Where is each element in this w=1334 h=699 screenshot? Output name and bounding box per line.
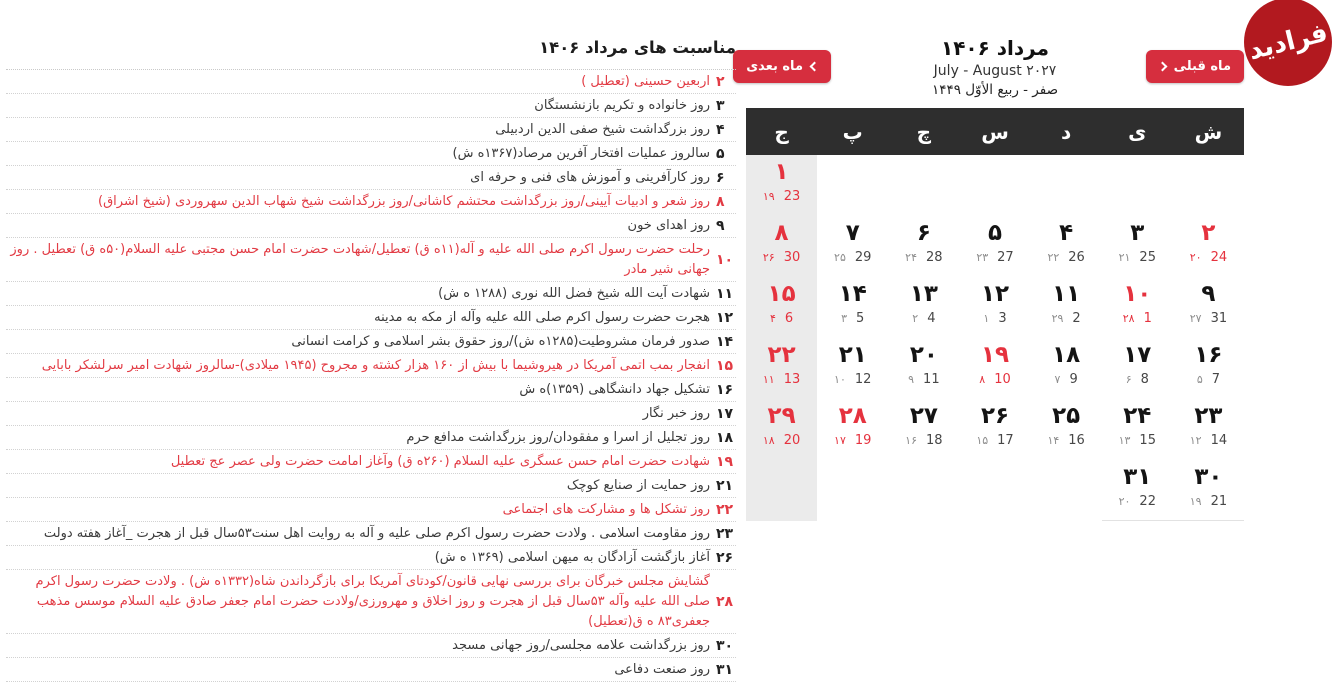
gregorian-day-number: 27: [997, 250, 1014, 265]
occasion-row: [6, 402, 736, 426]
occasion-text: روز تجلیل از اسرا و مفقودان/روز بزرگداشت مدافع حرم: [406, 429, 710, 445]
occasion-day-number: ۱۷: [716, 405, 734, 422]
occasion-row: [6, 658, 736, 682]
occasion-text: گشایش مجلس خبرگان برای بررسی نهایی قانون/کودتای آمریکا برای بازگرداندن شاه(۱۳۳۲ه ش) . ولادت حضرت رسول اکرم صلی الله علیه وآله ۵۳سال قبل از هجرت و روز اخلاق و مهرورزی/ولادت حضرت امام جعفر صادق علیه السلام موسس مذهب جعفری۸۳ ه ق(تعطیل): [35, 573, 710, 629]
day-subnumbers: [1173, 250, 1244, 265]
occasions-list: [6, 70, 736, 682]
jalali-day-number: ۲: [1201, 220, 1216, 246]
gregorian-day-number: 20: [783, 433, 801, 448]
occasion-day-number: ۸: [716, 193, 725, 210]
day-subnumbers: [817, 250, 888, 265]
calendar-day-cell: [888, 277, 959, 338]
occasion-text: روز بزرگداشت شیخ صفی الدین اردبیلی: [495, 121, 710, 137]
hijri-day-number: ۲۵: [834, 251, 846, 264]
day-subnumbers: [1102, 250, 1173, 265]
occasion-text: روز خبر نگار: [642, 405, 710, 421]
jalali-day-number: ۲۶: [980, 403, 1010, 429]
hijri-day-number: ۲۲: [1047, 251, 1060, 264]
day-subnumbers: [959, 250, 1030, 265]
hijri-day-number: ۱۰: [834, 373, 846, 386]
weekday-header-cell: س: [981, 119, 1009, 144]
hijri-day-number: ۱۸: [762, 434, 775, 447]
gregorian-subtitle: July - August ۲۰۲۷: [933, 63, 1057, 79]
day-subnumbers: [817, 372, 888, 387]
occasion-text: روز بزرگداشت علامه مجلسی/روز جهانی مسجد: [452, 637, 710, 653]
occasion-day-number: ۲۶: [716, 549, 734, 566]
weekday-header-cell: د: [1061, 119, 1072, 144]
calendar-day-cell: [1173, 399, 1244, 460]
hijri-day-number: ۱۳: [1118, 434, 1131, 447]
day-subnumbers: [817, 433, 888, 448]
weekday-header-cell: چ: [916, 119, 932, 144]
occasion-text: شهادت آیت الله شیخ فضل الله نوری (۱۲۸۸ ه ش): [438, 285, 710, 301]
hijri-day-number: ۱۹: [1189, 495, 1202, 508]
jalali-day-number: ۹: [1201, 281, 1216, 307]
jalali-day-number: ۶: [916, 220, 931, 246]
gregorian-day-number: 13: [783, 372, 801, 387]
hijri-day-number: ۱۶: [905, 434, 917, 447]
occasion-row: [6, 142, 736, 166]
jalali-day-number: ۱۲: [980, 281, 1010, 307]
jalali-day-number: ۷: [845, 220, 860, 246]
day-subnumbers: [1173, 433, 1244, 448]
occasion-day-number: ۴: [716, 121, 725, 138]
day-subnumbers: [1031, 311, 1102, 326]
occasion-day-number: ۹: [716, 217, 725, 234]
day-subnumbers: [746, 372, 817, 387]
calendar-day-cell: [959, 338, 1030, 399]
gregorian-day-number: 28: [926, 250, 943, 265]
gregorian-day-number: 3: [998, 311, 1007, 326]
gregorian-day-number: 6: [784, 311, 794, 326]
occasion-row: [6, 546, 736, 570]
occasion-row: [6, 166, 736, 190]
occasion-text: تشکیل جهاد دانشگاهی (۱۳۵۹)ه ش: [519, 381, 710, 397]
gregorian-day-number: 12: [854, 372, 872, 387]
occasion-day-number: ۳: [716, 97, 725, 114]
occasion-text: روز شعر و ادبیات آیینی/روز بزرگداشت محتشم کاشانی/روز بزرگداشت شیخ شهاب الدین سهروردی (شیخ اشراق): [98, 193, 710, 209]
occasion-text: هجرت حضرت رسول اکرم صلی الله علیه وآله از مکه به مدینه: [374, 309, 710, 325]
gregorian-day-number: 7: [1211, 372, 1221, 387]
occasion-text: آغاز بازگشت آزادگان به میهن اسلامی (۱۳۶۹ ه ش): [434, 549, 710, 565]
calendar-day-cell: [817, 155, 888, 216]
calendar-day-cell: [1031, 216, 1102, 277]
calendar-day-cell: [817, 460, 888, 521]
occasion-text: روز خانواده و تکریم بازنشستگان: [534, 97, 710, 113]
hijri-day-number: ۲۶: [762, 251, 775, 264]
occasion-day-number: ۱۲: [716, 309, 734, 326]
day-subnumbers: [1102, 311, 1173, 326]
hijri-day-number: ۱۱: [762, 373, 775, 386]
hijri-day-number: ۲۸: [1122, 312, 1135, 325]
hijri-day-number: ۲۳: [976, 251, 989, 264]
calendar-day-cell: [888, 399, 959, 460]
occasions-title: مناسبت های مرداد ۱۴۰۶: [6, 38, 736, 70]
calendar-day-cell: [817, 277, 888, 338]
jalali-day-number: ۲۹: [767, 403, 796, 429]
calendar-grid: [746, 155, 1244, 521]
calendar-day-cell: [888, 338, 959, 399]
day-subnumbers: [1102, 372, 1173, 387]
hijri-day-number: ۱۷: [834, 434, 846, 447]
calendar-day-cell: [1173, 338, 1244, 399]
gregorian-day-number: 18: [926, 433, 943, 448]
occasion-row: [6, 238, 736, 282]
gregorian-day-number: 15: [1139, 433, 1156, 448]
day-subnumbers: [1031, 433, 1102, 448]
occasion-day-number: ۱۰: [716, 251, 734, 268]
occasion-text: روز کارآفرینی و آموزش های فنی و حرفه ای: [470, 169, 710, 185]
occasion-row: [6, 378, 736, 402]
calendar-day-cell: [817, 216, 888, 277]
faradeed-logo[interactable]: [1244, 0, 1332, 86]
jalali-day-number: ۱۹: [980, 342, 1010, 368]
calendar-day-cell: [817, 338, 888, 399]
jalali-day-number: ۳۱: [1123, 464, 1152, 490]
calendar-day-cell: [1102, 155, 1173, 216]
occasion-day-number: ۱۹: [716, 453, 734, 470]
jalali-day-number: ۲۱: [838, 342, 867, 368]
jalali-day-number: ۲۰: [909, 342, 938, 368]
calendar-day-cell: [1102, 338, 1173, 399]
hijri-day-number: ۶: [1125, 373, 1132, 386]
jalali-day-number: ۳: [1130, 220, 1145, 246]
jalali-day-number: ۱۷: [1123, 342, 1152, 368]
calendar-day-cell: [1031, 460, 1102, 521]
gregorian-day-number: 4: [927, 311, 936, 326]
gregorian-day-number: 8: [1140, 372, 1149, 387]
occasion-row: [6, 522, 736, 546]
occasion-day-number: ۳۱: [716, 661, 734, 678]
weekday-header-cell: پ: [842, 119, 863, 144]
calendar-day-cell: [746, 277, 817, 338]
gregorian-day-number: 10: [994, 372, 1011, 387]
hijri-day-number: ۲۷: [1189, 312, 1202, 325]
day-subnumbers: [746, 433, 817, 448]
day-subnumbers: [746, 250, 817, 265]
jalali-day-number: ۱۳: [909, 281, 938, 307]
day-subnumbers: [1102, 494, 1173, 509]
occasion-text: روز تشکل ها و مشارکت های اجتماعی: [502, 501, 710, 517]
hijri-day-number: ۲۰: [1118, 495, 1131, 508]
calendar-day-cell: [1031, 399, 1102, 460]
hijri-day-number: ۵: [1196, 373, 1203, 386]
calendar-day-cell: [746, 338, 817, 399]
hijri-day-number: ۲۱: [1118, 251, 1131, 264]
calendar-day-cell: [1173, 277, 1244, 338]
calendar-day-cell: [959, 216, 1030, 277]
occasion-row: [6, 214, 736, 238]
day-subnumbers: [959, 372, 1030, 387]
occasions-panel: [6, 38, 736, 682]
hijri-day-number: ۲۰: [1189, 251, 1202, 264]
day-subnumbers: [1173, 311, 1244, 326]
gregorian-day-number: 2: [1072, 311, 1081, 326]
jalali-day-number: ۳۰: [1194, 464, 1223, 490]
faradeed-logo-text: فرادید: [1245, 17, 1331, 67]
occasion-day-number: ۳۰: [716, 637, 734, 654]
jalali-day-number: ۴: [1059, 220, 1074, 246]
calendar-day-cell: [746, 155, 817, 216]
occasion-row: [6, 118, 736, 142]
occasion-day-number: ۲: [716, 73, 725, 90]
gregorian-day-number: 31: [1210, 311, 1228, 326]
day-subnumbers: [1031, 250, 1102, 265]
occasion-row: [6, 330, 736, 354]
day-subnumbers: [888, 372, 959, 387]
calendar-day-cell: [1102, 399, 1173, 460]
gregorian-day-number: 26: [1068, 250, 1085, 265]
occasion-row: [6, 634, 736, 658]
hijri-day-number: ۱۲: [1189, 434, 1202, 447]
jalali-day-number: ۸: [774, 220, 789, 246]
occasion-text: روز صنعت دفاعی: [614, 661, 710, 677]
occasion-text: روز اهدای خون: [627, 217, 710, 233]
jalali-day-number: ۲۵: [1052, 403, 1081, 429]
calendar-day-cell: [746, 216, 817, 277]
jalali-day-number: ۱۱: [1052, 281, 1081, 307]
gregorian-day-number: 1: [1143, 311, 1152, 326]
jalali-day-number: ۱۵: [767, 281, 796, 307]
hijri-day-number: ۱۹: [762, 190, 775, 203]
occasion-text: انفجار بمب اتمی آمریکا در هیروشیما با بیش از ۱۶۰ هزار کشته و مجروح (۱۹۴۵ میلادی)-سالروز شهادت امیر سرلشکر بابایی: [41, 357, 710, 373]
jalali-day-number: ۲۴: [1123, 403, 1152, 429]
jalali-day-number: ۵: [987, 220, 1003, 246]
calendar-day-cell: [959, 460, 1030, 521]
occasion-day-number: ۱۱: [716, 285, 734, 302]
calendar-day-cell: [888, 216, 959, 277]
gregorian-day-number: 23: [783, 189, 801, 204]
day-subnumbers: [888, 311, 959, 326]
occasion-text: اربعین حسینی (تعطیل ): [581, 73, 710, 89]
occasion-row: [6, 498, 736, 522]
day-subnumbers: [1031, 372, 1102, 387]
calendar-day-cell: [746, 460, 817, 521]
jalali-day-number: ۲۳: [1194, 403, 1223, 429]
occasion-text: صدور فرمان مشروطیت(۱۲۸۵ه ش)/روز حقوق بشر اسلامی و کرامت انسانی: [291, 333, 710, 349]
occasion-day-number: ۱۴: [716, 333, 734, 350]
gregorian-day-number: 9: [1069, 372, 1078, 387]
calendar-day-cell: [1031, 155, 1102, 216]
day-subnumbers: [746, 311, 817, 326]
occasion-row: [6, 282, 736, 306]
hijri-day-number: ۴: [769, 312, 776, 325]
occasion-day-number: ۵: [716, 145, 725, 162]
calendar-day-cell: [959, 155, 1030, 216]
jalali-day-number: ۱: [774, 159, 789, 185]
weekday-header-row: [746, 108, 1244, 155]
weekday-header-cell: ش: [1194, 119, 1223, 144]
day-subnumbers: [888, 433, 959, 448]
calendar-day-cell: [888, 155, 959, 216]
occasion-row: [6, 474, 736, 498]
occasion-day-number: ۱۸: [716, 429, 734, 446]
gregorian-day-number: 29: [854, 250, 872, 265]
jalali-day-number: ۲۸: [838, 403, 867, 429]
day-subnumbers: [746, 189, 817, 204]
calendar-day-cell: [1102, 277, 1173, 338]
occasion-day-number: ۱۶: [716, 381, 734, 398]
calendar-day-cell: [1173, 216, 1244, 277]
hijri-day-number: ۸: [979, 373, 986, 386]
occasion-text: سالروز عملیات افتخار آفرین مرصاد(۱۳۶۷ه ش): [452, 145, 710, 161]
gregorian-day-number: 19: [854, 433, 872, 448]
hijri-day-number: ۳: [841, 312, 848, 325]
hijri-day-number: ۲۹: [1051, 312, 1064, 325]
calendar-day-cell: [1102, 216, 1173, 277]
occasion-day-number: ۱۵: [716, 357, 734, 374]
gregorian-day-number: 14: [1210, 433, 1228, 448]
jalali-day-number: ۲۷: [909, 403, 938, 429]
occasion-row: [6, 70, 736, 94]
occasion-text: روز حمایت از صنایع کوچک: [566, 477, 710, 493]
jalali-day-number: ۱۴: [838, 281, 867, 307]
day-subnumbers: [888, 250, 959, 265]
hijri-day-number: ۷: [1054, 373, 1061, 386]
gregorian-day-number: 24: [1210, 250, 1228, 265]
occasion-row: [6, 94, 736, 118]
calendar-day-cell: [746, 399, 817, 460]
occasion-day-number: ۲۳: [716, 525, 734, 542]
hijri-day-number: ۱۵: [976, 434, 989, 447]
calendar-day-cell: [959, 399, 1030, 460]
hijri-subtitle: صفر - ربیع الأوّل ۱۴۴۹: [931, 82, 1059, 98]
calendar-panel: [746, 36, 1244, 521]
occasion-day-number: ۲۱: [716, 477, 734, 494]
occasion-row: [6, 450, 736, 474]
occasion-row: [6, 190, 736, 214]
calendar-day-cell: [888, 460, 959, 521]
hijri-day-number: ۹: [908, 373, 915, 386]
hijri-day-number: ۲: [912, 312, 919, 325]
gregorian-day-number: 16: [1068, 433, 1085, 448]
calendar-day-cell: [1173, 460, 1244, 521]
day-subnumbers: [1173, 494, 1244, 509]
occasion-row: [6, 570, 736, 634]
calendar-day-cell: [1031, 338, 1102, 399]
jalali-day-number: ۱۸: [1052, 342, 1081, 368]
hijri-day-number: ۱۴: [1047, 434, 1060, 447]
occasion-day-number: ۲۸: [716, 593, 734, 610]
day-subnumbers: [959, 433, 1030, 448]
gregorian-day-number: 21: [1210, 494, 1228, 509]
gregorian-day-number: 22: [1139, 494, 1156, 509]
jalali-day-number: ۲۲: [767, 342, 796, 368]
day-subnumbers: [1173, 372, 1244, 387]
day-subnumbers: [1102, 433, 1173, 448]
gregorian-day-number: 30: [783, 250, 801, 265]
day-subnumbers: [817, 311, 888, 326]
weekday-header-cell: ی: [1128, 119, 1147, 144]
gregorian-day-number: 17: [997, 433, 1014, 448]
occasion-row: [6, 426, 736, 450]
day-subnumbers: [959, 311, 1030, 326]
jalali-day-number: ۱۰: [1123, 281, 1152, 307]
occasion-text: رحلت حضرت رسول اکرم صلی الله علیه و آله(۱۱ه ق) تعطیل/شهادت حضرت امام حسن مجتبی علیه السلام(۵۰ه ق) تعطیل . روز جهانی شیر مادر: [10, 241, 710, 277]
occasion-day-number: ۶: [716, 169, 725, 186]
jalali-day-number: ۱۶: [1194, 342, 1223, 368]
occasion-text: روز مقاومت اسلامی . ولادت حضرت رسول اکرم صلی علیه و آله به روایت اهل سنت۵۳سال قبل از هجرت _آغاز هفته دولت: [43, 525, 710, 541]
previous-month-label: ماه قبلی: [1173, 59, 1231, 74]
hijri-day-number: ۱: [983, 312, 990, 325]
weekday-header-cell: ج: [774, 119, 789, 144]
month-title: مرداد ۱۴۰۶: [941, 36, 1049, 60]
gregorian-day-number: 25: [1139, 250, 1156, 265]
calendar-day-cell: [959, 277, 1030, 338]
calendar-day-cell: [817, 399, 888, 460]
calendar-day-cell: [1102, 460, 1173, 521]
occasion-row: [6, 306, 736, 330]
next-month-label: ماه بعدی: [746, 59, 803, 74]
hijri-day-number: ۲۴: [905, 251, 917, 264]
calendar-day-cell: [1031, 277, 1102, 338]
gregorian-day-number: 5: [856, 311, 865, 326]
gregorian-day-number: 11: [923, 372, 940, 387]
calendar-day-cell: [1173, 155, 1244, 216]
occasion-day-number: ۲۲: [716, 501, 734, 518]
occasion-text: شهادت حضرت امام حسن عسگری علیه السلام (۲۶۰ه ق) وآغاز امامت حضرت ولی عصر عج تعطیل: [170, 453, 710, 469]
occasion-row: [6, 354, 736, 378]
